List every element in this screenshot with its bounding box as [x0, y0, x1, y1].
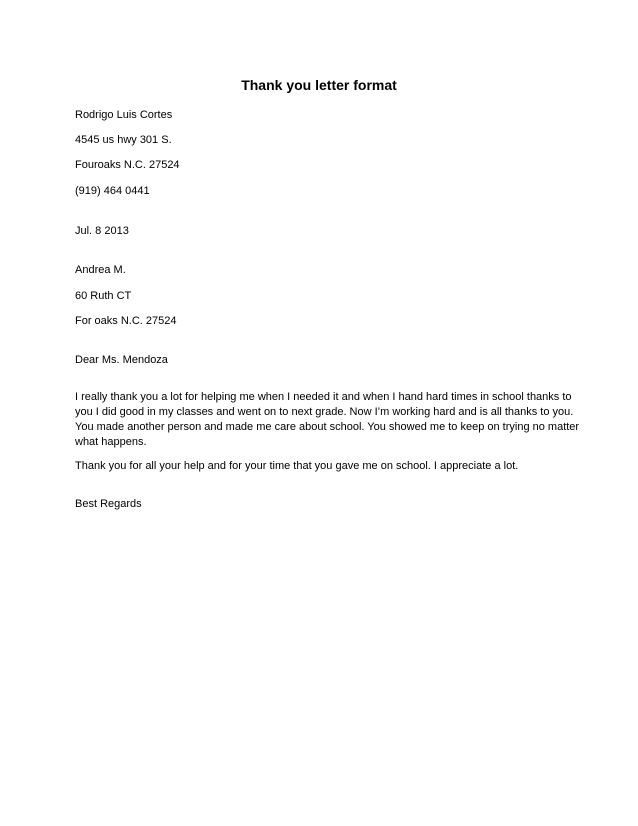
- recipient-address-line1: 60 Ruth CT: [75, 290, 132, 302]
- sender-address-line1: 4545 us hwy 301 S.: [75, 134, 172, 146]
- letter-title: Thank you letter format: [241, 77, 397, 93]
- body-paragraph-1-line: what happens.: [75, 436, 147, 448]
- salutation: Dear Ms. Mendoza: [75, 354, 168, 366]
- letter-date: Jul. 8 2013: [75, 225, 129, 237]
- body-paragraph-1: [75, 390, 580, 450]
- sender-address-line2: Fouroaks N.C. 27524: [75, 159, 180, 171]
- body-paragraph-1-line: you I did good in my classes and went on to next grade. Now I’m working hard and is all thanks to you.: [75, 406, 574, 418]
- recipient-address-line2: For oaks N.C. 27524: [75, 315, 177, 327]
- sender-name: Rodrigo Luis Cortes: [75, 109, 173, 121]
- body-paragraph-2: Thank you for all your help and for your time that you gave me on school. I appreciate a lot.: [75, 460, 519, 472]
- body-paragraph-1-line: You made another person and made me care about school. You showed me to keep on trying no matter: [75, 421, 580, 433]
- closing: Best Regards: [75, 498, 142, 510]
- sender-phone: (919) 464 0441: [75, 185, 150, 197]
- recipient-name: Andrea M.: [75, 264, 126, 276]
- body-paragraph-1-line: I really thank you a lot for helping me when I needed it and when I hand hard times in school thanks to: [75, 391, 572, 403]
